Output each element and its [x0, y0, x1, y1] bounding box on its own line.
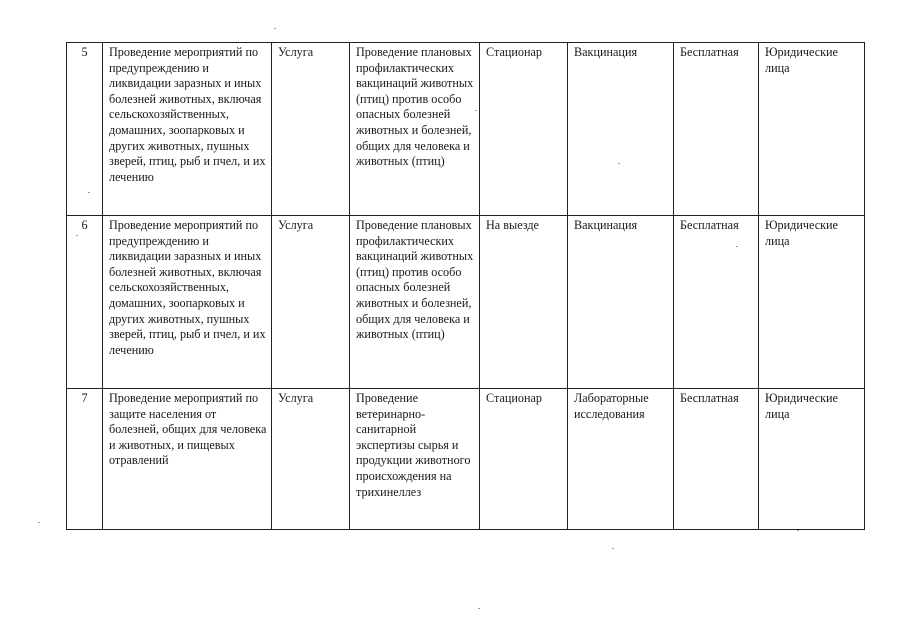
content-text: Проведение плановых профилактических вакцинаций животных (птиц) против особо опасных болезней животных и болезней, общих для человека и животных (птиц): [356, 45, 474, 169]
scan-speck: [274, 28, 276, 29]
content-text: Проведение плановых профилактических вакцинаций животных (птиц) против особо опасных болезней животных и болезней, общих для человека и животных (птиц): [356, 218, 474, 342]
kind-cell: [272, 389, 350, 530]
scan-speck: [76, 235, 78, 236]
row-number: 6: [81, 218, 88, 232]
payment-text: Бесплатная: [680, 391, 739, 405]
row-number-cell: [67, 43, 103, 216]
kind-text: Услуга: [278, 45, 314, 59]
place-text: Стационар: [486, 391, 543, 405]
activity-cell: [103, 389, 272, 530]
place-cell: [480, 389, 568, 530]
scan-speck: [88, 192, 90, 193]
place-text: Стационар: [486, 45, 543, 59]
recipients-text: Юридические лица: [765, 45, 838, 75]
type-cell: [568, 216, 674, 389]
recipients-cell: [759, 389, 865, 530]
content-cell: [350, 389, 480, 530]
type-cell: [568, 389, 674, 530]
row-number: 7: [81, 391, 88, 405]
recipients-cell: [759, 216, 865, 389]
place-cell: [480, 43, 568, 216]
scan-speck: [478, 608, 480, 609]
recipients-text: Юридические лица: [765, 218, 838, 248]
table-row: [67, 216, 865, 389]
content-cell: [350, 216, 480, 389]
activity-cell: [103, 43, 272, 216]
row-number: 5: [81, 45, 88, 59]
content-text: Проведение ветеринарно-санитарной экспертизы сырья и продукции животного происхождения на трихинеллез: [356, 391, 471, 499]
content-cell: [350, 43, 480, 216]
type-text: Вакцинация: [574, 218, 638, 232]
kind-cell: [272, 216, 350, 389]
place-text: На выезде: [486, 218, 539, 232]
row-number-cell: [67, 389, 103, 530]
kind-text: Услуга: [278, 391, 314, 405]
payment-cell: [674, 43, 759, 216]
table-row: [67, 43, 865, 216]
activity-cell: [103, 216, 272, 389]
payment-text: Бесплатная: [680, 218, 739, 232]
activity-text: Проведение мероприятий по защите населения от болезней, общих для человека и животных, и пищевых отравлений: [109, 391, 267, 468]
scan-speck: [797, 530, 799, 531]
payment-text: Бесплатная: [680, 45, 739, 59]
payment-cell: [674, 216, 759, 389]
recipients-text: Юридические лица: [765, 391, 838, 421]
scan-speck: [736, 246, 738, 247]
table-row: [67, 389, 865, 530]
activity-text: Проведение мероприятий по предупреждению и ликвидации заразных и иных болезней животных, включая сельскохозяйственных, домашних, зоопарковых и других животных, пушных зверей, птиц, рыб и пчел, и их лечению: [109, 45, 266, 184]
scan-speck: [38, 522, 40, 523]
activity-text: Проведение мероприятий по предупреждению и ликвидации заразных и иных болезней животных, включая сельскохозяйственных, домашних, зоопарковых и других животных, пушных зверей, птиц, рыб и пчел, и их лечению: [109, 218, 266, 357]
scan-speck: [475, 110, 477, 111]
kind-cell: [272, 43, 350, 216]
scan-speck: [618, 163, 620, 164]
scan-speck: [612, 548, 614, 549]
type-text: Вакцинация: [574, 45, 638, 59]
place-cell: [480, 216, 568, 389]
kind-text: Услуга: [278, 218, 314, 232]
services-table: [66, 42, 865, 530]
type-cell: [568, 43, 674, 216]
row-number-cell: [67, 216, 103, 389]
type-text: Лабораторные исследования: [574, 391, 649, 421]
recipients-cell: [759, 43, 865, 216]
payment-cell: [674, 389, 759, 530]
